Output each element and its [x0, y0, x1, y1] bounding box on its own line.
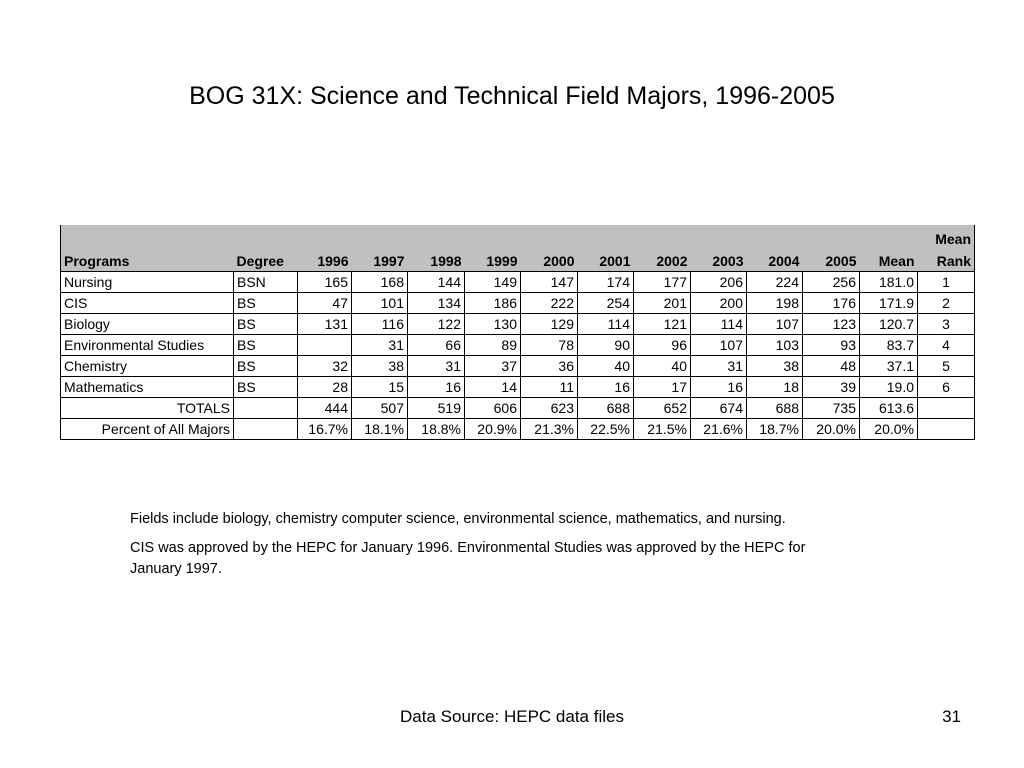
year-value: 168: [352, 272, 408, 293]
year-value: 144: [408, 272, 465, 293]
year-value: 201: [634, 293, 691, 314]
total-value: 606: [465, 398, 521, 419]
degree: BS: [234, 314, 298, 335]
year-value: 200: [691, 293, 747, 314]
col-header-1996: 1996: [317, 253, 349, 269]
degree: [234, 398, 298, 419]
table-row: [61, 293, 975, 314]
total-value: 507: [352, 398, 408, 419]
year-value: 18: [747, 377, 803, 398]
year-value: 129: [521, 314, 578, 335]
year-value: 16: [691, 377, 747, 398]
year-value: 147: [521, 272, 578, 293]
col-header-1999: 1999: [486, 253, 518, 269]
year-value: 198: [747, 293, 803, 314]
year-value: 14: [465, 377, 521, 398]
year-value: 17: [634, 377, 691, 398]
year-value: 31: [691, 356, 747, 377]
year-value: 36: [521, 356, 578, 377]
year-value: 48: [803, 356, 860, 377]
year-value: 254: [578, 293, 634, 314]
percent-label: Percent of All Majors: [61, 419, 234, 440]
col-header-2003: 2003: [712, 253, 744, 269]
rank-value: 1: [918, 272, 975, 293]
mean-value: 83.7: [860, 335, 918, 356]
percent-value: 21.3%: [521, 419, 578, 440]
program-name: Biology: [61, 314, 234, 335]
slide-title: BOG 31X: Science and Technical Field Majors, 1996-2005: [189, 82, 835, 110]
year-value: 38: [747, 356, 803, 377]
mean-rank-header-top: Mean: [918, 225, 975, 247]
year-value: 78: [521, 335, 578, 356]
year-value: 114: [578, 314, 634, 335]
col-header-1998: 1998: [430, 253, 462, 269]
year-value: 28: [298, 377, 352, 398]
year-value: 165: [298, 272, 352, 293]
col-header-2002: 2002: [656, 253, 688, 269]
year-value: 37: [465, 356, 521, 377]
percent-value: 20.9%: [465, 419, 521, 440]
year-value: 89: [465, 335, 521, 356]
mean-value: 181.0: [860, 272, 918, 293]
year-value: 40: [634, 356, 691, 377]
percent-value: 18.7%: [747, 419, 803, 440]
rank-value: [918, 398, 975, 419]
col-header-2004: 2004: [768, 253, 800, 269]
program-name: Nursing: [61, 272, 234, 293]
year-value: 130: [465, 314, 521, 335]
year-value: 16: [408, 377, 465, 398]
notes: [130, 509, 860, 588]
percent-value: 18.8%: [408, 419, 465, 440]
mean-value: 613.6: [860, 398, 918, 419]
table-row: [61, 314, 975, 335]
totals-row: [61, 398, 975, 419]
year-value: 116: [352, 314, 408, 335]
mean-value: 19.0: [860, 377, 918, 398]
majors-table: [60, 225, 975, 440]
year-value: 66: [408, 335, 465, 356]
col-header-programs: Programs: [61, 247, 234, 272]
year-value: 96: [634, 335, 691, 356]
percent-value: 20.0%: [803, 419, 860, 440]
rank-value: [918, 419, 975, 440]
table-row: [61, 272, 975, 293]
table-header-row: [61, 247, 975, 272]
total-value: 674: [691, 398, 747, 419]
percent-value: 21.5%: [634, 419, 691, 440]
year-value: 38: [352, 356, 408, 377]
year-value: 31: [352, 335, 408, 356]
table-row: [61, 356, 975, 377]
year-value: 101: [352, 293, 408, 314]
year-value: 176: [803, 293, 860, 314]
total-value: 652: [634, 398, 691, 419]
year-value: 47: [298, 293, 352, 314]
year-value: 123: [803, 314, 860, 335]
rank-value: 6: [918, 377, 975, 398]
year-value: 114: [691, 314, 747, 335]
program-name: CIS: [61, 293, 234, 314]
year-value: 186: [465, 293, 521, 314]
percent-value: 18.1%: [352, 419, 408, 440]
degree: BSN: [234, 272, 298, 293]
year-value: 40: [578, 356, 634, 377]
year-value: 122: [408, 314, 465, 335]
col-header-rank: Rank: [918, 247, 975, 272]
data-source-footer: Data Source: HEPC data files: [400, 707, 624, 726]
year-value: 32: [298, 356, 352, 377]
page-number: 31: [942, 707, 961, 726]
degree: BS: [234, 335, 298, 356]
col-header-2001: 2001: [599, 253, 631, 269]
year-value: 93: [803, 335, 860, 356]
degree: BS: [234, 356, 298, 377]
program-name: Chemistry: [61, 356, 234, 377]
mean-value: 171.9: [860, 293, 918, 314]
rank-value: 2: [918, 293, 975, 314]
year-value: 174: [578, 272, 634, 293]
year-value: 31: [408, 356, 465, 377]
degree: BS: [234, 377, 298, 398]
note-approval: CIS was approved by the HEPC for January 1996. Environmental Studies was approved by the HEPC for January 1997.: [130, 540, 806, 577]
col-header-2005: 2005: [825, 253, 857, 269]
year-value: 15: [352, 377, 408, 398]
table-row: [61, 377, 975, 398]
percent-value: 16.7%: [298, 419, 352, 440]
total-value: 444: [298, 398, 352, 419]
year-value: 224: [747, 272, 803, 293]
year-value: 131: [298, 314, 352, 335]
year-value: 103: [747, 335, 803, 356]
year-value: 177: [634, 272, 691, 293]
program-name: Environmental Studies: [61, 335, 234, 356]
total-value: 688: [747, 398, 803, 419]
percent-row: [61, 419, 975, 440]
year-value: [298, 335, 352, 356]
total-value: 623: [521, 398, 578, 419]
year-value: 256: [803, 272, 860, 293]
col-header-2000: 2000: [543, 253, 575, 269]
total-value: 735: [803, 398, 860, 419]
totals-label: TOTALS: [61, 398, 234, 419]
table-row: [61, 335, 975, 356]
year-value: 107: [747, 314, 803, 335]
year-value: 39: [803, 377, 860, 398]
table-header-top-row: [61, 225, 975, 247]
mean-value: 20.0%: [860, 419, 918, 440]
mean-value: 37.1: [860, 356, 918, 377]
program-name: Mathematics: [61, 377, 234, 398]
note-fields: Fields include biology, chemistry computer science, environmental science, mathematics, and nursing.: [130, 511, 786, 527]
rank-value: 5: [918, 356, 975, 377]
year-value: 222: [521, 293, 578, 314]
col-header-mean: Mean: [878, 253, 915, 269]
col-header-1997: 1997: [373, 253, 405, 269]
total-value: 688: [578, 398, 634, 419]
year-value: 206: [691, 272, 747, 293]
rank-value: 4: [918, 335, 975, 356]
year-value: 107: [691, 335, 747, 356]
year-value: 90: [578, 335, 634, 356]
rank-value: 3: [918, 314, 975, 335]
mean-value: 120.7: [860, 314, 918, 335]
year-value: 16: [578, 377, 634, 398]
col-header-degree: Degree: [236, 253, 284, 269]
year-value: 11: [521, 377, 578, 398]
percent-value: 21.6%: [691, 419, 747, 440]
year-value: 121: [634, 314, 691, 335]
total-value: 519: [408, 398, 465, 419]
year-value: 149: [465, 272, 521, 293]
percent-value: 22.5%: [578, 419, 634, 440]
year-value: 134: [408, 293, 465, 314]
degree: BS: [234, 293, 298, 314]
degree: [234, 419, 298, 440]
